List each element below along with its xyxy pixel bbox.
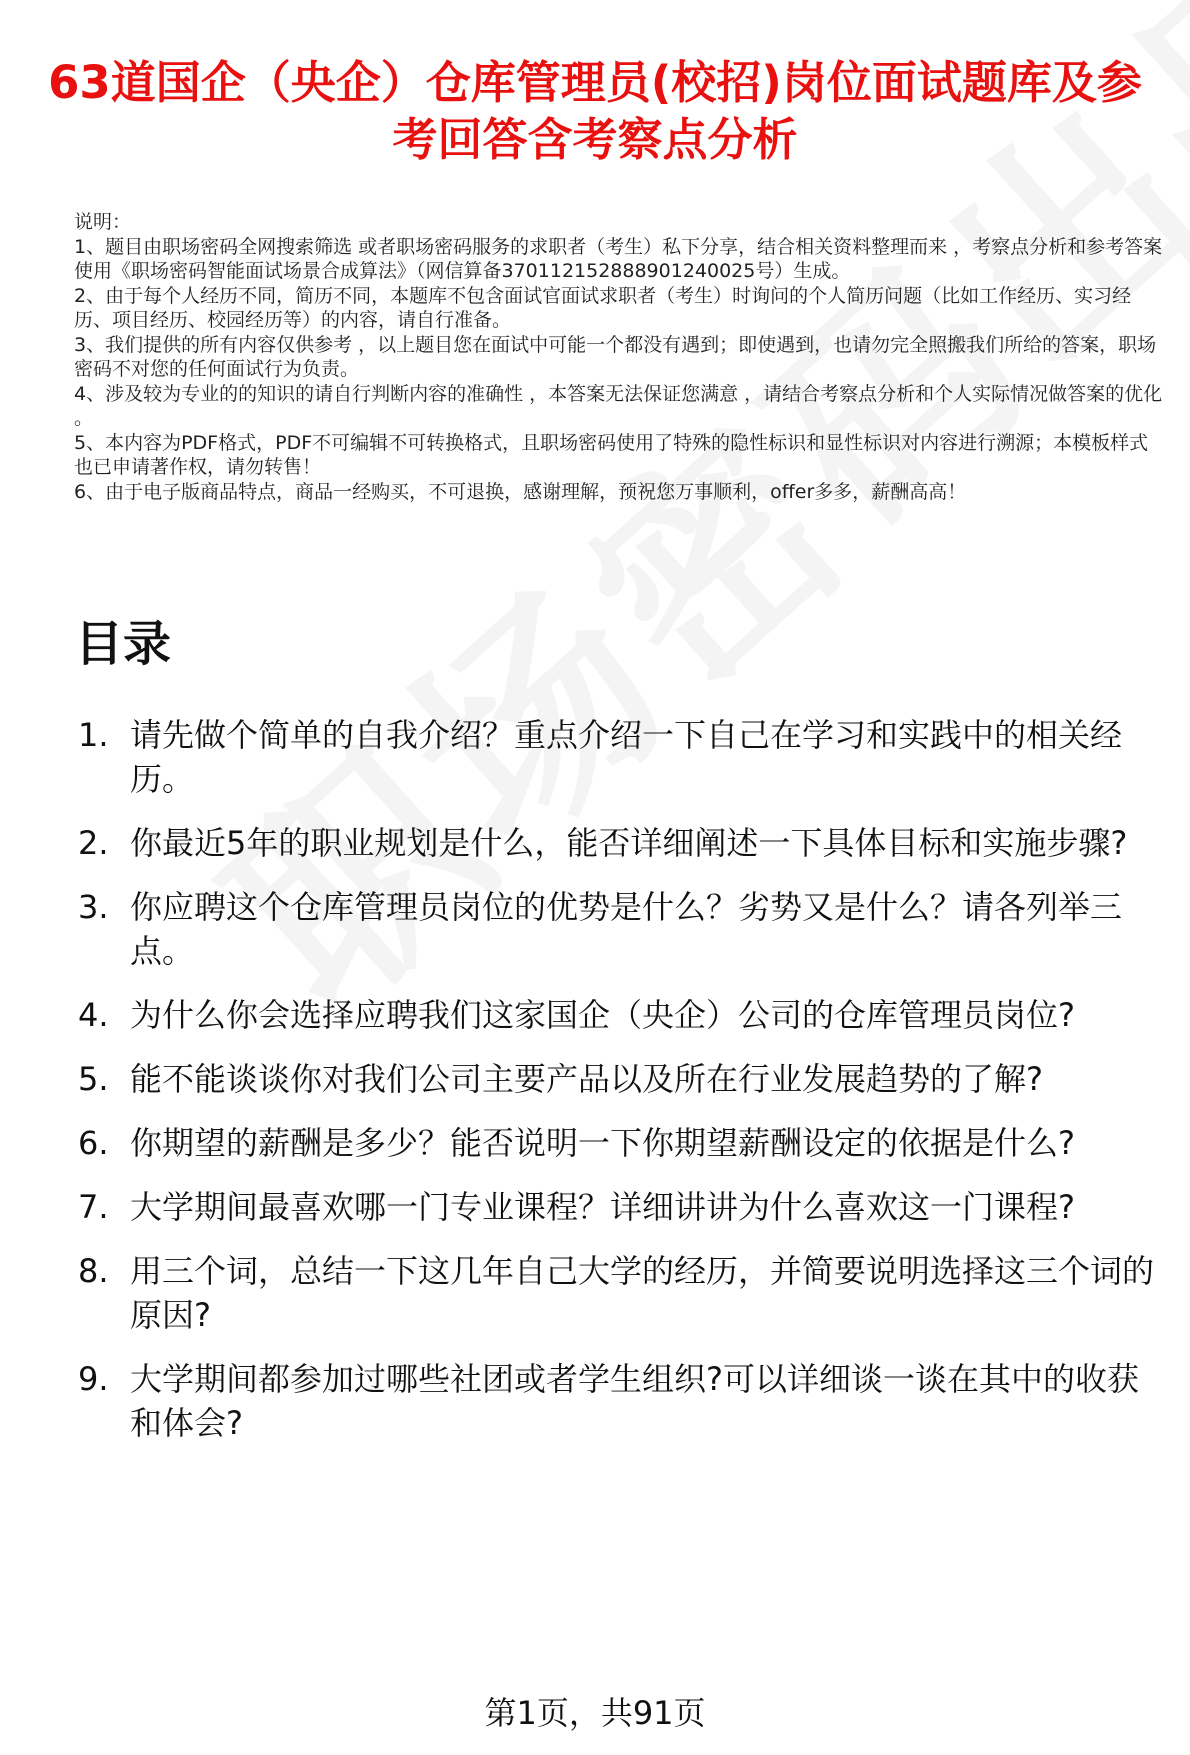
toc-item-text: 你期望的薪酬是多少？能否说明一下你期望薪酬设定的依据是什么? <box>130 1124 1075 1162</box>
note-item: 3、我们提供的所有内容仅供参考 ，以上题目您在面试中可能一个都没有遇到；即使遇到，也请勿完全照搬我们所给的答案，职场密码不对您的任何面试行为负责。 <box>74 333 1157 380</box>
table-of-contents <box>78 713 1168 1465</box>
notes-section <box>74 210 1164 504</box>
note-item: 4、涉及较为专业的的知识的请自行判断内容的准确性 ，本答案无法保证您满意 ，请结合考察点分析和个人实际情况做答案的优化 。 <box>74 382 1163 429</box>
toc-item-number: 8. <box>78 1252 109 1290</box>
toc-item[interactable] <box>78 1185 1168 1229</box>
toc-item[interactable] <box>78 821 1168 865</box>
toc-item[interactable] <box>78 1121 1168 1165</box>
note-item: 5、本内容为PDF格式，PDF不可编辑不可转换格式，且职场密码使用了特殊的隐性标识和显性标识对内容进行溯源；本模板样式也已申请著作权，请勿转售！ <box>74 431 1149 478</box>
toc-item-text: 你最近5年的职业规划是什么，能否详细阐述一下具体目标和实施步骤? <box>130 824 1128 862</box>
toc-item-text: 大学期间都参加过哪些社团或者学生组织?可以详细谈一谈在其中的收获和体会? <box>130 1360 1139 1442</box>
toc-item-text: 为什么你会选择应聘我们这家国企（央企）公司的仓库管理员岗位? <box>130 996 1075 1034</box>
note-item: 1、题目由职场密码全网搜索筛选 或者职场密码服务的求职者（考生）私下分享，结合相关资料整理而来 ，考察点分析和参考答案使用《职场密码智能面试场景合成算法》（网信算备370112152888901240025号）生成。 <box>74 235 1163 282</box>
toc-item-text: 用三个词，总结一下这几年自己大学的经历，并简要说明选择这三个词的原因? <box>130 1252 1155 1334</box>
toc-item-number: 4. <box>78 996 109 1034</box>
toc-item-text: 大学期间最喜欢哪一门专业课程？详细讲讲为什么喜欢这一门课程? <box>130 1188 1075 1226</box>
page-footer: 第1页，共91页 <box>484 1694 706 1732</box>
toc-item[interactable] <box>78 1357 1168 1445</box>
toc-item-number: 9. <box>78 1360 109 1398</box>
note-item: 2、由于每个人经历不同，简历不同，本题库不包含面试官面试求职者（考生）时询问的个人简历问题（比如工作经历、实习经历、项目经历、校园经历等）的内容，请自行准备。 <box>74 284 1132 331</box>
toc-item[interactable] <box>78 1057 1168 1101</box>
toc-item[interactable] <box>78 713 1168 801</box>
toc-item-text: 你应聘这个仓库管理员岗位的优势是什么？劣势又是什么？请各列举三点。 <box>130 888 1123 970</box>
toc-item-number: 5. <box>78 1060 109 1098</box>
toc-item[interactable] <box>78 993 1168 1037</box>
toc-heading: 目录 <box>75 616 172 672</box>
notes-heading: 说明： <box>74 211 132 233</box>
toc-item[interactable] <box>78 1249 1168 1337</box>
toc-item-number: 1. <box>78 716 109 754</box>
note-item: 6、由于电子版商品特点，商品一经购买，不可退换，感谢理解，预祝您万事顺利，offer多多，薪酬高高！ <box>74 480 967 503</box>
toc-item-number: 3. <box>78 888 109 926</box>
toc-item-text: 能不能谈谈你对我们公司主要产品以及所在行业发展趋势的了解? <box>130 1060 1043 1098</box>
toc-item-number: 2. <box>78 824 109 862</box>
toc-item[interactable] <box>78 885 1168 973</box>
toc-item-text: 请先做个简单的自我介绍？重点介绍一下自己在学习和实践中的相关经历。 <box>130 716 1123 798</box>
toc-item-number: 7. <box>78 1188 109 1226</box>
toc-item-number: 6. <box>78 1124 109 1162</box>
document-title: 63道国企（央企）仓库管理员(校招)岗位面试题库及参考回答含考察点分析 <box>48 56 1142 166</box>
